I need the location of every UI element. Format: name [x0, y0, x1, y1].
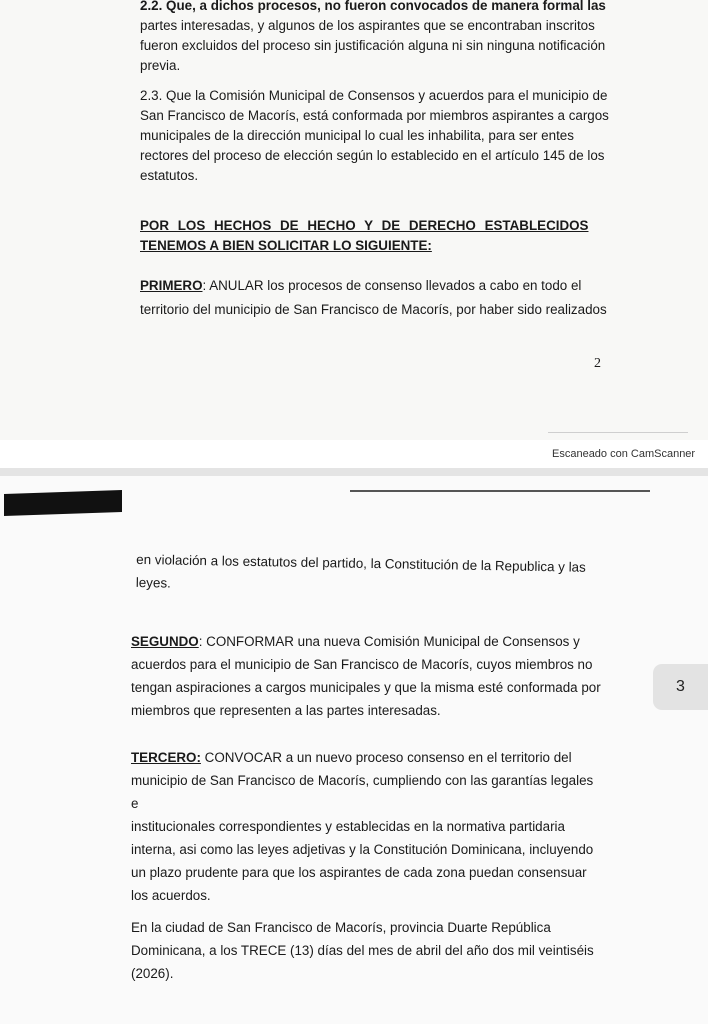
tercero-label: TERCERO:: [131, 750, 201, 765]
page-number: 2: [594, 356, 601, 371]
line: un plazo prudente para que los aspirantes de cada zona puedan consensuar: [131, 865, 587, 880]
line: Dominicana, a los TRECE (13) días del mes de abril del año dos mil veintiséis: [131, 943, 594, 958]
line: en violación a los estatutos del partido, la Constitución de la Republica y las: [136, 551, 586, 575]
line: rectores del proceso de elección según lo establecido en el artículo 145 de los: [140, 148, 605, 163]
line: municipales de la dirección municipal lo cual les inhabilita, para ser entes: [140, 128, 574, 143]
heading-line: TENEMOS A BIEN SOLICITAR LO SIGUIENTE:: [140, 238, 432, 253]
primero-label: PRIMERO: [140, 278, 203, 293]
tercero-text: CONVOCAR a un nuevo proceso consenso en el territorio del: [200, 750, 572, 765]
line: 2.2. Que, a dichos procesos, no fueron convocados de manera formal las: [140, 0, 606, 13]
line: institucionales correspondientes y establecidas en la normativa partidaria: [131, 819, 565, 834]
divider: [548, 432, 688, 433]
line: [131, 746, 601, 769]
line: En la ciudad de San Francisco de Macorís, provincia Duarte República: [131, 920, 551, 935]
line: estatutos.: [140, 168, 199, 183]
line: [131, 630, 601, 653]
line: acuerdos para el municipio de San Francisco de Macorís, cuyos miembros no: [131, 657, 593, 672]
paragraph-tercero: [131, 746, 601, 907]
line: territorio del municipio de San Francisco de Macorís, por haber sido realizados: [140, 302, 607, 317]
closing-paragraph: [131, 916, 601, 985]
primero-text: : ANULAR los procesos de consenso llevados a cabo en todo el: [202, 278, 582, 293]
scanner-caption: Escaneado con CamScanner: [552, 448, 696, 460]
divider: [350, 490, 650, 492]
line: miembros que representen a las partes interesadas.: [131, 703, 441, 718]
line: (2026).: [131, 966, 174, 981]
redaction-mark: [4, 490, 122, 516]
paragraph-segundo: [131, 630, 601, 722]
continuation-text: [136, 548, 607, 602]
line: [140, 274, 610, 298]
line: fueron excluidos del proceso sin justificación alguna ni sin ninguna notificación: [140, 38, 606, 53]
heading-line: POR LOS HECHOS DE HECHO Y DE DERECHO ESTABLECIDOS: [140, 218, 589, 233]
segundo-text: : CONFORMAR una nueva Comisión Municipal de Consensos y: [198, 634, 580, 649]
paragraph-primero: [140, 274, 610, 322]
line: San Francisco de Macorís, está conformada por miembros aspirantes a cargos: [140, 108, 609, 123]
line: 2.3. Que la Comisión Municipal de Consensos y acuerdos para el municipio de: [140, 88, 608, 103]
line: interna, asi como las leyes adjetivas y la Constitución Dominicana, incluyendo: [131, 842, 594, 857]
paragraph-2-2: [140, 0, 610, 76]
line: partes interesadas, y algunos de los aspirantes que se encontraban inscritos: [140, 18, 595, 33]
line: leyes.: [135, 574, 171, 591]
paragraph-2-3: [140, 86, 610, 186]
page-gap: [0, 468, 708, 476]
line: los acuerdos.: [131, 888, 211, 903]
line: municipio de San Francisco de Macorís, cumpliendo con las garantías legales e: [131, 773, 594, 811]
page-badge: 3: [653, 664, 708, 710]
line: tengan aspiraciones a cargos municipales y que la misma esté conformada por: [131, 680, 601, 695]
request-heading: [140, 216, 610, 256]
segundo-label: SEGUNDO: [131, 634, 199, 649]
line: previa.: [140, 58, 181, 73]
